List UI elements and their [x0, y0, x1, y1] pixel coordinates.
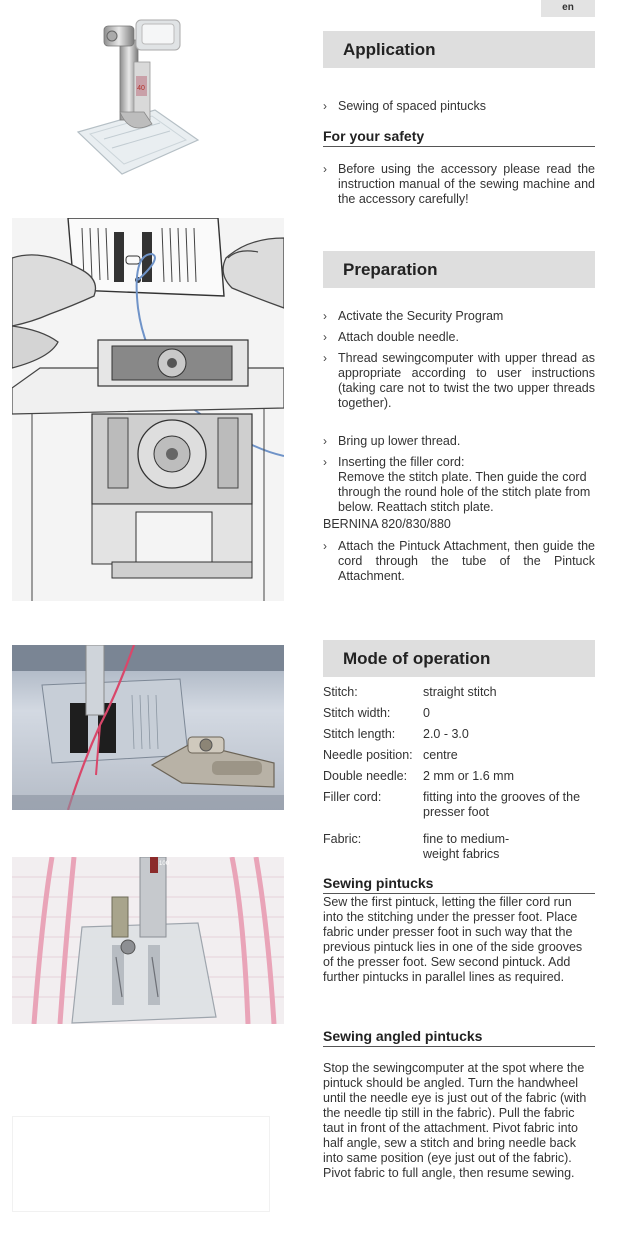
sewing-angled-heading: Sewing angled pintucks [323, 1028, 595, 1047]
prep-step-6: › Attach the Pintuck Attachment, then guide the cord through the tube of the Pintuck Attachment. [323, 539, 595, 583]
presser-foot-image [60, 12, 200, 182]
sewing-pintucks-heading: Sewing pintucks [323, 875, 595, 894]
sewing-pintucks-text: Sew the first pintuck, letting the filler cord run into the stitching under the presser foot. Place fabric under presser foot in such way that the previous pintuck lies in one of the side grooves of the presser foot. Sew second pintuck. Add further pintucks in parallel lines as required. [323, 895, 583, 984]
setting-label: Stitch: [323, 685, 358, 699]
bullet-marker: › [323, 309, 327, 323]
prep-step-3: › Thread sewingcomputer with upper thread as appropriate according to user instructions (taking care not to twist the two upper threads together). [323, 351, 595, 410]
setting-value: straight stitch [423, 685, 497, 699]
setting-value: fitting into the grooves of the presser foot [423, 790, 581, 819]
setting-value: 2.0 - 3.0 [423, 727, 469, 741]
stitch-plate-illustration [12, 218, 284, 601]
sewing-angled-text: Stop the sewingcomputer at the spot where the pintuck should be angled. Turn the handwheel until the needle eye is just out of the fabric (with the needle tip still in the fabric). Pull the fabric taut in front of the attachment. Pivot fabric into half angle, sew a stitch and bring needle back into same position (eye just out of the fabric). Pivot fabric to full angle, then resume sewing. [323, 1061, 587, 1180]
bullet-marker: › [323, 351, 327, 365]
models-label: BERNINA 820/830/880 [323, 517, 451, 531]
pintuck-attachment-photo [12, 645, 284, 810]
setting-label: Stitch width: [323, 706, 391, 720]
setting-value: centre [423, 748, 458, 762]
setting-label: Double needle: [323, 769, 408, 783]
prep-step-1: › Activate the Security Program [323, 309, 504, 323]
section-application: Application [323, 31, 595, 68]
prep-step-5: › Inserting the filler cord: [323, 455, 465, 469]
application-bullet: › Sewing of spaced pintucks [323, 99, 487, 113]
prep-step-2: › Attach double needle. [323, 330, 459, 344]
setting-label: Stitch length: [323, 727, 396, 741]
setting-label: Fabric: [323, 832, 362, 846]
setting-value: 2 mm or 1.6 mm [423, 769, 514, 783]
section-mode-of-operation: Mode of operation [323, 640, 595, 677]
bullet-marker: › [323, 539, 327, 553]
foot-number-label: 40 [137, 85, 145, 92]
safety-heading: For your safety [323, 128, 595, 147]
blank-image-placeholder [12, 1116, 270, 1212]
bullet-marker: › [323, 99, 327, 113]
bullet-marker: › [323, 162, 327, 176]
bullet-marker: › [323, 455, 327, 469]
setting-label: Needle position: [323, 748, 413, 762]
bullet-marker: › [323, 330, 327, 344]
setting-label: Filler cord: [323, 790, 382, 804]
sewing-pintucks-photo [12, 857, 284, 1024]
language-tab: en [541, 0, 595, 17]
section-preparation: Preparation [323, 251, 595, 288]
safety-bullet: › Before using the accessory please read the instruction manual of the sewing machine and the accessory carefully! [323, 162, 595, 206]
setting-value: fine to medium-weight fabrics [423, 832, 510, 861]
needle-number-label: 100 [159, 861, 170, 867]
setting-value: 0 [423, 706, 430, 720]
filler-cord-instructions: Remove the stitch plate. Then guide the cord through the round hole of the stitch plate from below. Reattach stitch plate. [338, 470, 591, 514]
bullet-marker: › [323, 434, 327, 448]
prep-step-4: › Bring up lower thread. [323, 434, 461, 448]
